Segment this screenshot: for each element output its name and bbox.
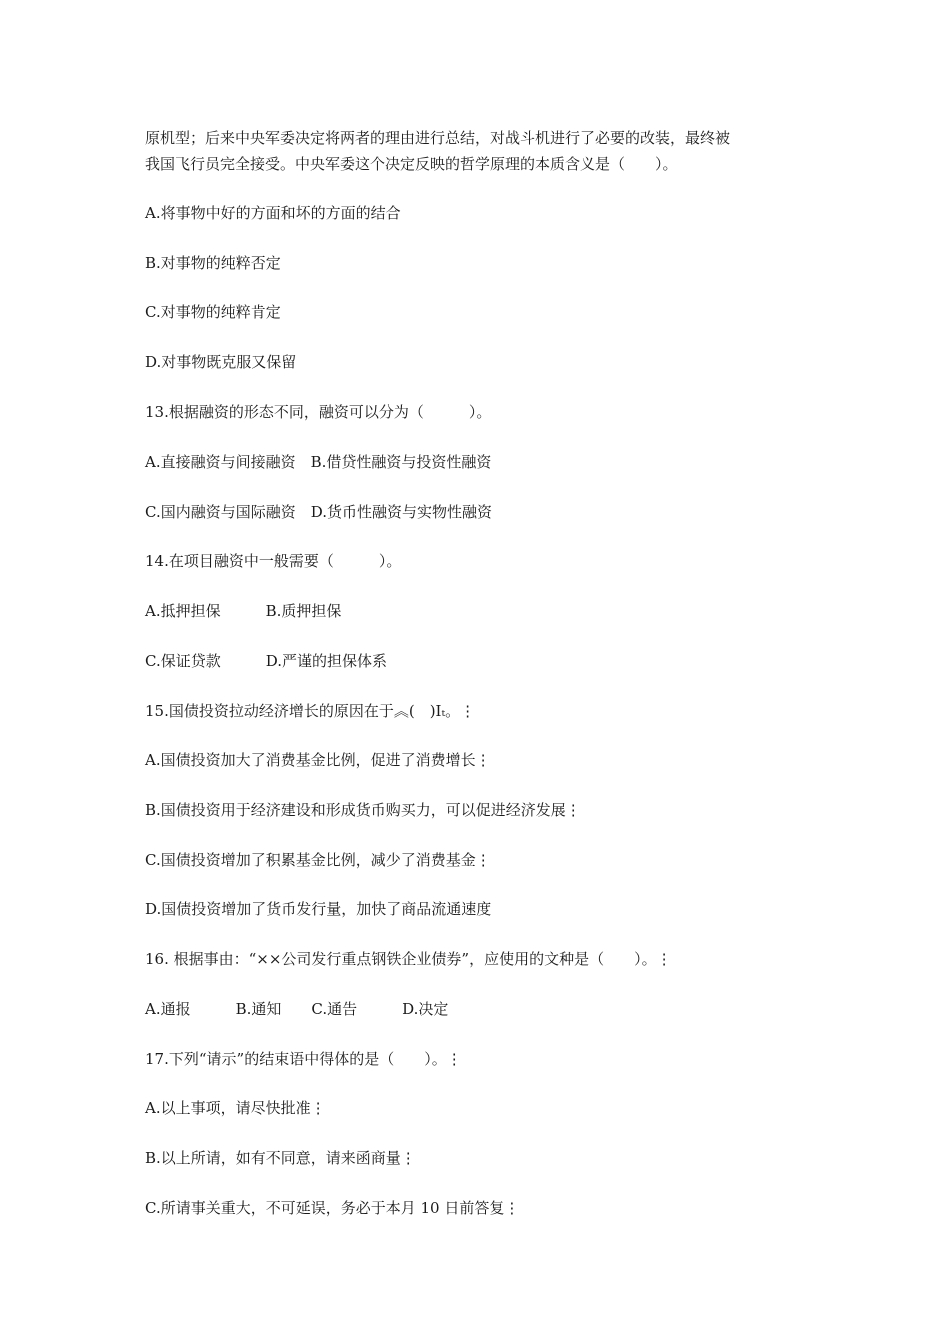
question-13-stem: 13.根据融资的形态不同，融资可以分为（ ）。 [145,403,492,421]
question-15-stem: 15.国债投资拉动经济增长的原因在于︽( )Iₜ。⋮ [145,702,476,720]
question-15-option-a: A.国债投资加大了消费基金比例，促进了消费增长⋮ [145,751,491,769]
question-12-stem-line-1: 原机型；后来中央军委决定将两者的理由进行总结，对战斗机进行了必要的改装，最终被 [145,129,731,147]
question-12-stem-line-2: 我国飞行员完全接受。中央军委这个决定反映的哲学原理的本质含义是（ ）。 [145,155,678,173]
question-17-option-a: A.以上事项，请尽快批准⋮ [145,1099,326,1117]
question-16-stem: 16. 根据事由：“××公司发行重点钢铁企业债券”，应使用的文种是（ ）。⋮ [145,950,672,968]
question-14-options-ab: A.抵押担保 B.质押担保 [145,602,342,620]
question-17-stem: 17.下列“请示”的结束语中得体的是（ ）。⋮ [145,1050,462,1068]
question-13-options-cd: C.国内融资与国际融资 D.货币性融资与实物性融资 [145,503,492,521]
question-12-option-a: A.将事物中好的方面和坏的方面的结合 [145,204,401,222]
question-15-option-b: B.国债投资用于经济建设和形成货币购买力，可以促进经济发展⋮ [145,801,581,819]
question-14-options-cd: C.保证贷款 D.严谨的担保体系 [145,652,387,670]
question-15-option-c: C.国债投资增加了积累基金比例，减少了消费基金⋮ [145,851,491,869]
question-13-options-ab: A.直接融资与间接融资 B.借贷性融资与投资性融资 [145,453,492,471]
question-12-option-d: D.对事物既克服又保留 [145,353,297,371]
question-16-options: A.通报 B.通知 C.通告 D.决定 [145,1000,449,1018]
question-17-option-c: C.所请事关重大，不可延误，务必于本月 10 日前答复⋮ [145,1199,520,1217]
question-17-option-b: B.以上所请，如有不同意，请来函商量⋮ [145,1149,416,1167]
question-15-option-d: D.国债投资增加了货币发行量，加快了商品流通速度 [145,900,492,918]
question-12-option-c: C.对事物的纯粹肯定 [145,303,281,321]
question-12-option-b: B.对事物的纯粹否定 [145,254,281,272]
question-14-stem: 14.在项目融资中一般需要（ ）。 [145,552,402,570]
